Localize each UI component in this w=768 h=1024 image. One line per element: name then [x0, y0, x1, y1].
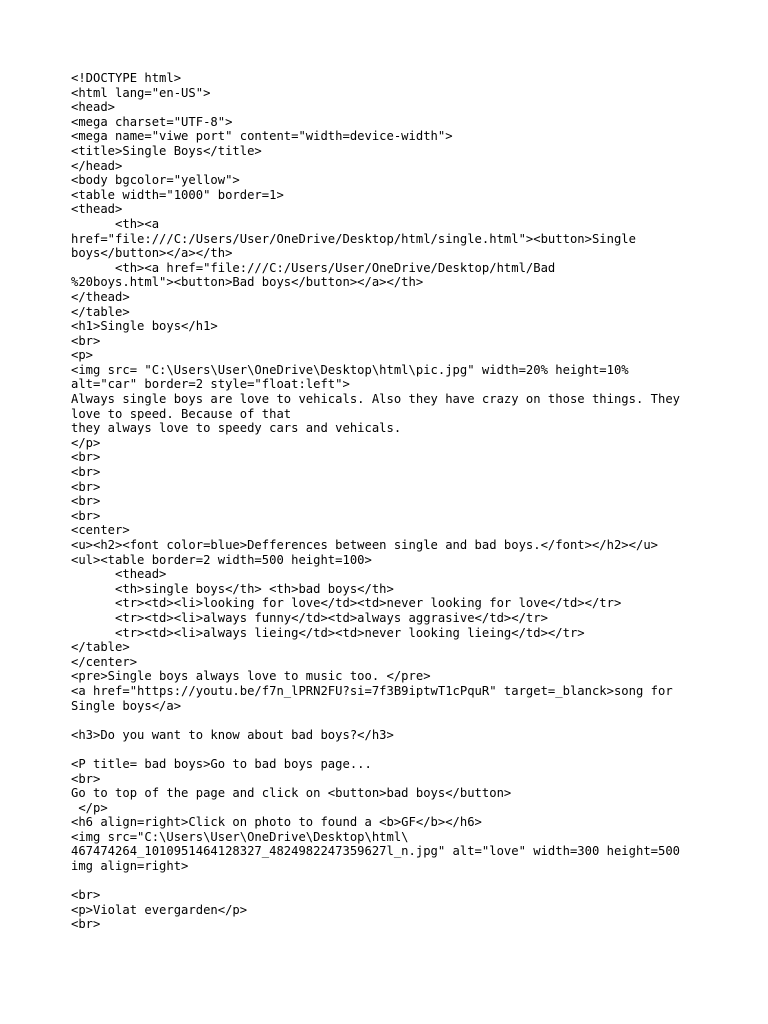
code-line: <br>: [71, 465, 101, 480]
code-line: %20boys.html"><button>Bad boys</button></a></th>: [71, 275, 424, 290]
code-line: <tr><td><li>looking for love</td><td>never looking for love</td></tr>: [71, 596, 622, 611]
code-line: <img src= "C:\Users\User\OneDrive\Desktop\html\pic.jpg" width=20% height=10%: [71, 362, 629, 377]
code-line: boys</button></a></th>: [71, 246, 233, 261]
code-line: <mega charset="UTF-8">: [71, 114, 233, 129]
code-line: <p>: [71, 348, 94, 363]
code-line: <br>: [71, 494, 101, 509]
code-line: img align=right>: [71, 859, 189, 874]
code-line: <h3>Do you want to know about bad boys?</h3>: [71, 727, 394, 742]
code-line: <br>: [71, 450, 101, 465]
code-line: <br>: [71, 508, 101, 523]
code-line: [71, 742, 711, 757]
code-line: <html lang="en-US">: [71, 85, 211, 100]
code-line: <th><a: [71, 216, 160, 231]
code-line: href="file:///C:/Users/User/OneDrive/Desktop/html/single.html"><button>Single: [71, 231, 636, 246]
code-line: <pre>Single boys always love to music too. </pre>: [71, 669, 431, 684]
code-line: [71, 874, 711, 889]
code-line: <br>: [71, 479, 101, 494]
code-line: <title>Single Boys</title>: [71, 143, 262, 158]
code-line: <img src="C:\Users\User\OneDrive\Desktop\html\: [71, 829, 409, 844]
code-line: <h1>Single boys</h1>: [71, 319, 218, 334]
code-line: <center>: [71, 523, 130, 538]
code-line: <br>: [71, 333, 101, 348]
code-line: they always love to speedy cars and vehicals.: [71, 421, 402, 436]
code-line: <th>single boys</th> <th>bad boys</th>: [71, 581, 394, 596]
code-line: Always single boys are love to vehicals. Also they have crazy on those things. They: [71, 392, 681, 407]
code-line: <th><a href="file:///C:/Users/User/OneDrive/Desktop/html/Bad: [71, 260, 556, 275]
code-line: <a href="https://youtu.be/f7n_lPRN2FU?si=7f3B9iptwT1cPquR" target=_blanck>song for: [71, 683, 673, 698]
code-line: </thead>: [71, 289, 130, 304]
code-line: </p>: [71, 800, 108, 815]
code-line: <br>: [71, 917, 101, 932]
code-line: </center>: [71, 654, 138, 669]
code-line: Go to top of the page and click on <button>bad boys</button>: [71, 786, 512, 801]
code-line: <head>: [71, 100, 116, 115]
code-line: <!DOCTYPE html>: [71, 71, 182, 85]
code-line: </head>: [71, 158, 123, 173]
code-line: <ul><table border=2 width=500 height=100>: [71, 552, 372, 567]
code-line: <br>: [71, 771, 101, 786]
code-line: <table width="1000" border=1>: [71, 187, 284, 202]
code-line: 467474264_1010951464128327_4824982247359627l_n.jpg" alt="love" width=300 height=500: [71, 844, 681, 859]
code-line: <u><h2><font color=blue>Defferences between single and bad boys.</font></h2></u>: [71, 538, 658, 552]
code-line: [71, 713, 711, 728]
code-line: </p>: [71, 435, 101, 450]
document-page: [71, 71, 711, 932]
code-line: <tr><td><li>always funny</td><td>always aggrasive</td></tr>: [71, 610, 548, 625]
code-line: <br>: [71, 888, 101, 903]
code-line: <mega name="viwe port" content="width=device-width">: [71, 129, 453, 144]
code-line: <body bgcolor="yellow">: [71, 173, 240, 188]
code-line: <h6 align=right>Click on photo to found a <b>GF</b></h6>: [71, 815, 482, 830]
code-line: <P title= bad boys>Go to bad boys page...: [71, 756, 372, 771]
code-line: Single boys</a>: [71, 698, 182, 713]
code-line: alt="car" border=2 style="float:left">: [71, 377, 350, 392]
code-line: <thead>: [71, 567, 167, 582]
code-line: <tr><td><li>always lieing</td><td>never looking lieing</td></tr>: [71, 625, 585, 640]
code-line: <p>Violat evergarden</p>: [71, 902, 248, 917]
code-line: <thead>: [71, 202, 123, 217]
code-line: </table>: [71, 640, 130, 655]
code-line: </table>: [71, 304, 130, 319]
code-line: love to speed. Because of that: [71, 406, 292, 421]
